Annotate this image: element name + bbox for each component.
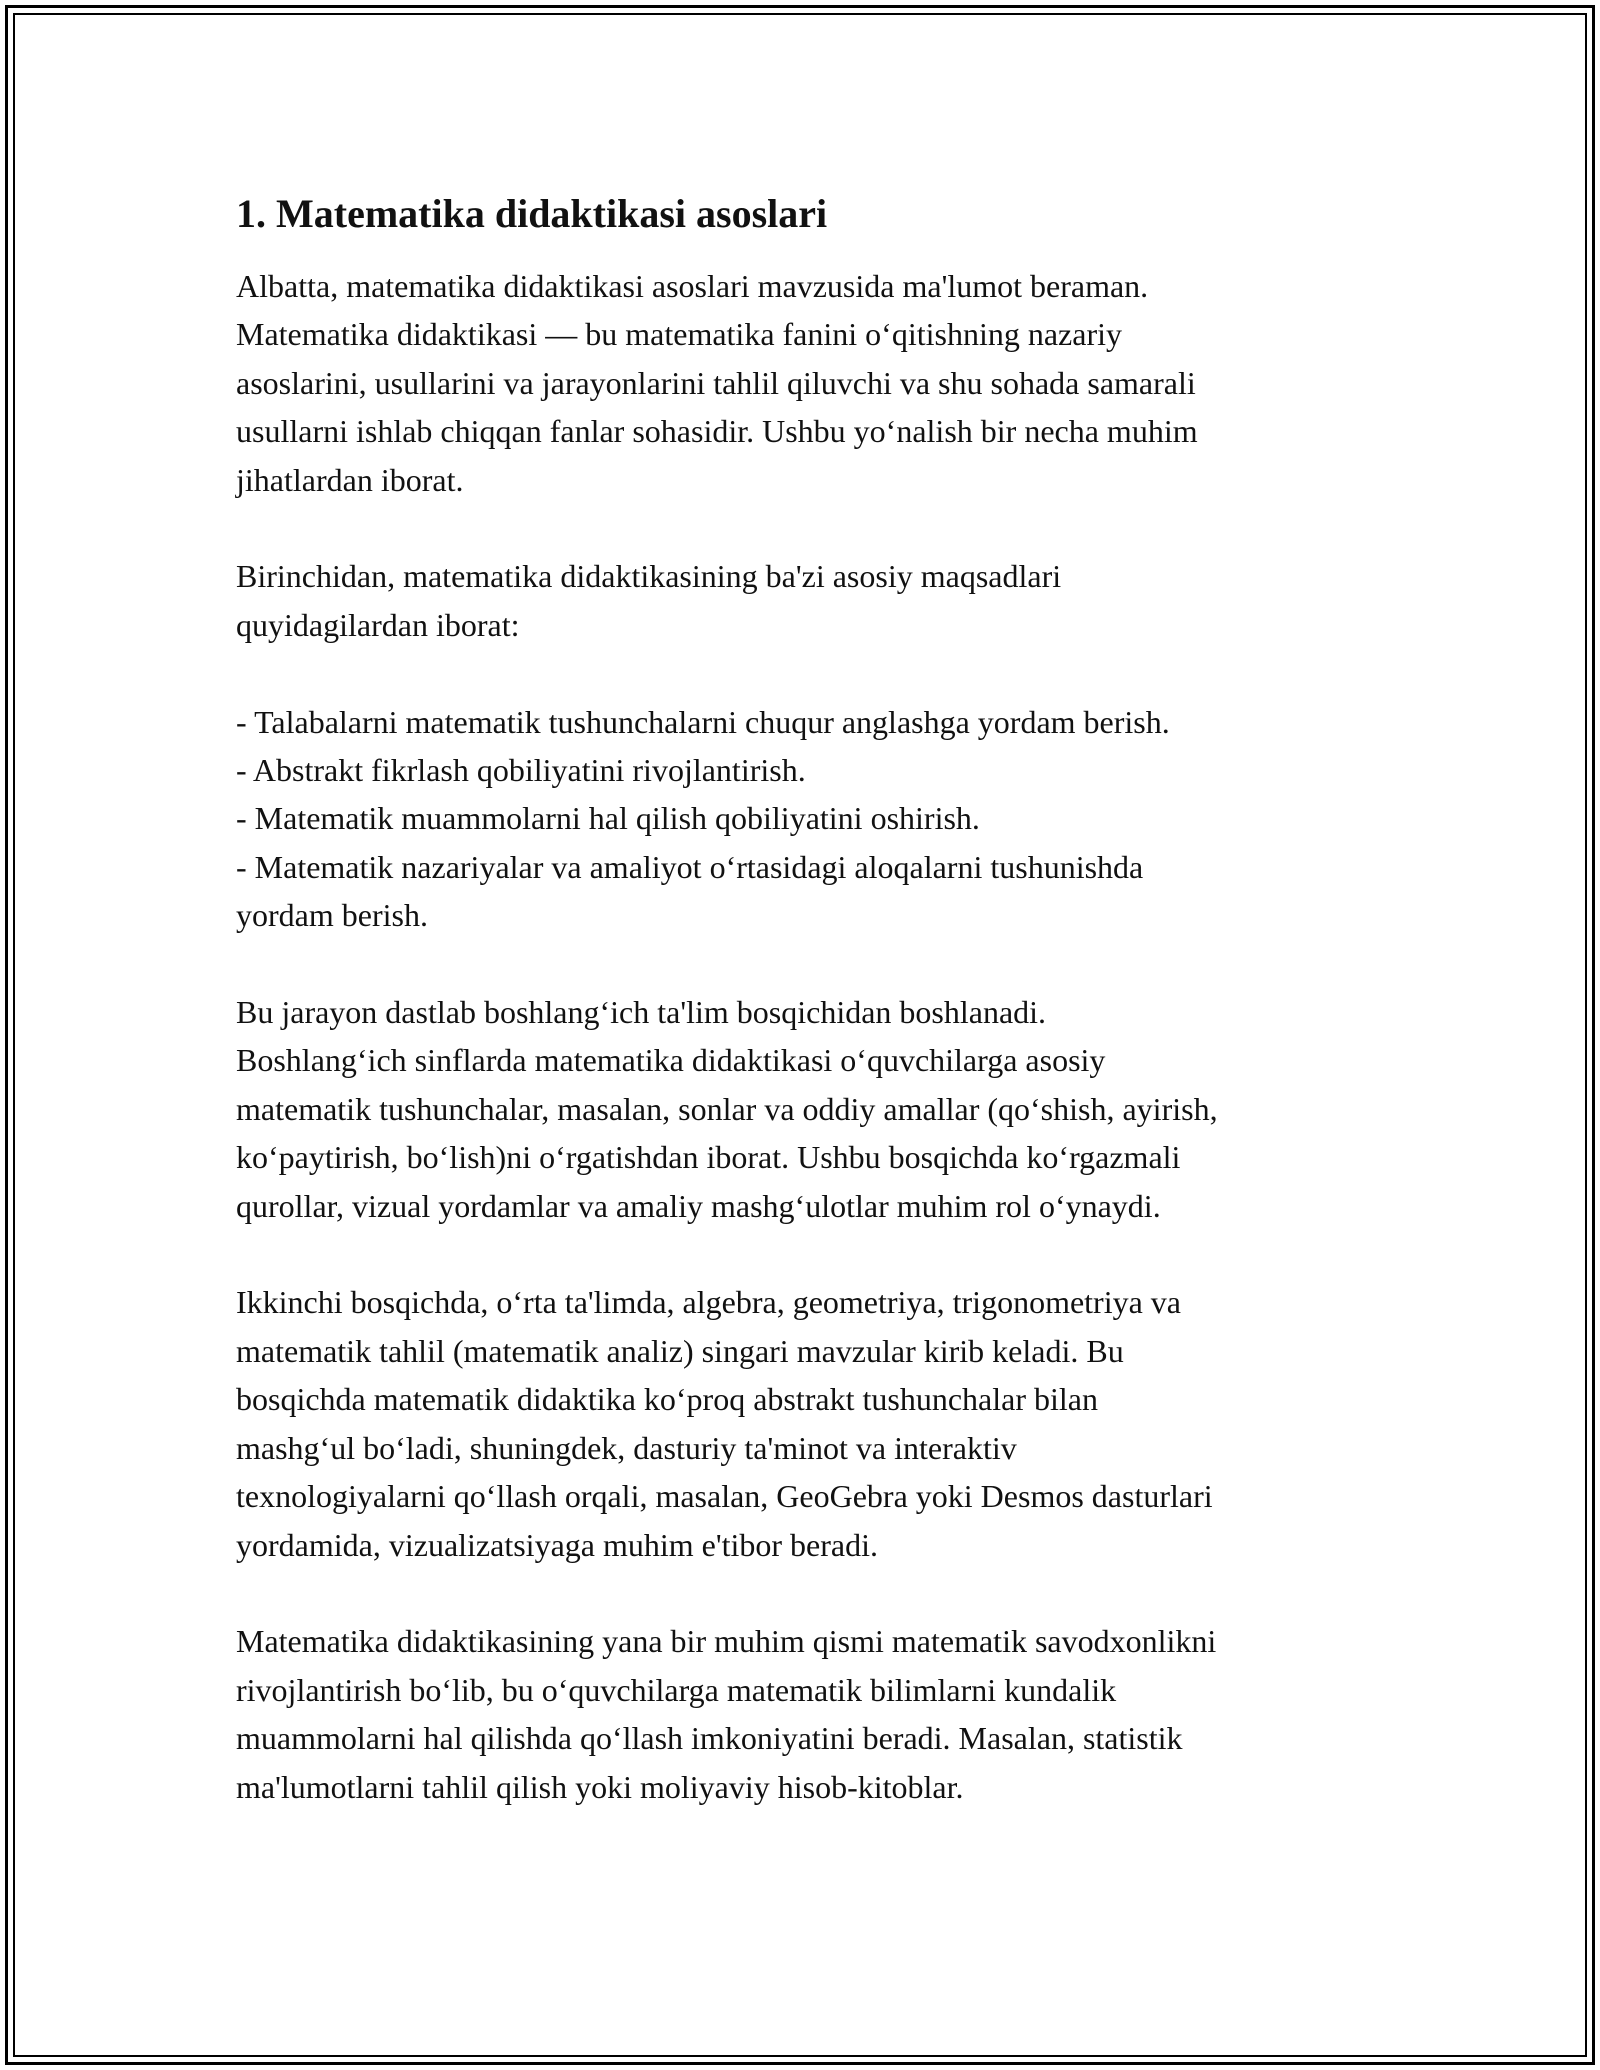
primary-line: ko‘paytirish, bo‘lish)ni o‘rgatishdan iborat. Ushbu bosqichda ko‘rgazmali [236,1139,1181,1176]
secondary-line: mashg‘ul bo‘ladi, shuningdek, dasturiy ta'minot va interaktiv [236,1429,1017,1466]
secondary-line: Ikkinchi bosqichda, o‘rta ta'limda, algebra, geometriya, trigonometriya va [236,1284,1181,1321]
intro-line: usullarni ishlab chiqqan fanlar sohasidir. Ushbu yo‘nalish bir necha muhim [236,413,1198,450]
list-item-continuation: yordam berish. [236,897,428,934]
secondary-line: yordamida, vizualizatsiyaga muhim e'tibor beradi. [236,1526,878,1563]
intro-line: Matematika didaktikasi — bu matematika fanini o‘qitishning nazariy [236,316,1122,353]
goals-line: Birinchidan, matematika didaktikasining ba'zi asosiy maqsadlari [236,558,1062,595]
literacy-line: Matematika didaktikasining yana bir muhim qismi matematik savodxonlikni [236,1623,1217,1660]
document-body [236,186,1386,1859]
list-item: - Talabalarni matematik tushunchalarni chuqur anglashga yordam berish. [236,703,1170,740]
literacy-line: ma'lumotlarni tahlil qilish yoki moliyaviy hisob-kitoblar. [236,1768,964,1805]
primary-line: qurollar, vizual yordamlar va amaliy mashg‘ulotlar muhim rol o‘ynaydi. [236,1187,1161,1224]
secondary-line: matematik tahlil (matematik analiz) singari mavzular kirib keladi. Bu [236,1332,1124,1369]
goals-paragraph [236,552,1386,649]
list-item: - Matematik muammolarni hal qilish qobiliyatini oshirish. [236,800,980,837]
literacy-line: muammolarni hal qilishda qo‘llash imkoniyatini beradi. Masalan, statistik [236,1720,1183,1757]
secondary-education-paragraph [236,1278,1386,1568]
intro-line: asoslarini, usullarini va jarayonlarini tahlil qiluvchi va shu sohada samarali [236,364,1196,401]
primary-line: Bu jarayon dastlab boshlang‘ich ta'lim bosqichidan boshlanadi. [236,994,1047,1031]
secondary-line: texnologiyalarni qo‘llash orqali, masalan, GeoGebra yoki Desmos dasturlari [236,1478,1213,1515]
intro-paragraph [236,262,1386,504]
document-title: 1. Matematika didaktikasi asoslari [236,191,828,236]
literacy-line: rivojlantirish bo‘lib, bu o‘quvchilarga matematik bilimlarni kundalik [236,1671,1117,1708]
goals-list [236,698,1386,940]
intro-line: jihatlardan iborat. [236,461,464,498]
list-item: - Matematik nazariyalar va amaliyot o‘rtasidagi aloqalarni tushunishda [236,848,1144,885]
primary-education-paragraph [236,988,1386,1230]
list-item: - Abstrakt fikrlash qobiliyatini rivojlantirish. [236,752,806,789]
intro-line: Albatta, matematika didaktikasi asoslari mavzusida ma'lumot beraman. [236,268,1149,304]
literacy-paragraph [236,1617,1386,1811]
secondary-line: bosqichda matematik didaktika ko‘proq abstrakt tushunchalar bilan [236,1381,1098,1418]
primary-line: matematik tushunchalar, masalan, sonlar va oddiy amallar (qo‘shish, ayirish, [236,1090,1218,1127]
goals-line: quyidagilardan iborat: [236,606,520,643]
primary-line: Boshlang‘ich sinflarda matematika didaktikasi o‘quvchilarga asosiy [236,1042,1106,1079]
